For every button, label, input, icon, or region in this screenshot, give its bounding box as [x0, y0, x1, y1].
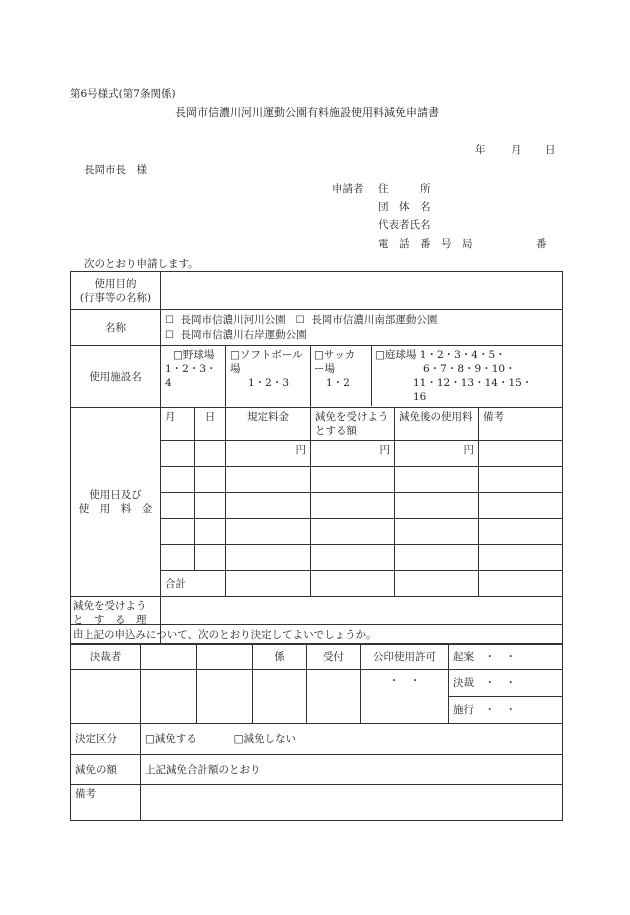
col-remarks: 備考: [479, 408, 563, 441]
fee-cell[interactable]: [226, 467, 311, 493]
yen-reduction[interactable]: 円: [311, 441, 395, 467]
kian-date[interactable]: 起案 ・ ・: [449, 645, 563, 670]
total-after[interactable]: [395, 571, 479, 597]
addressee: 長岡市長 様: [84, 164, 147, 176]
facility-label: 使用施設名: [71, 346, 161, 408]
day-cell[interactable]: [195, 441, 226, 467]
seal-label: 公印使用許可: [361, 645, 449, 670]
kakari-seal[interactable]: [253, 670, 307, 724]
purpose-label: 使用目的 (行事等の名称): [71, 272, 161, 310]
fac-softball-nums: 1・2・3: [248, 377, 290, 389]
fac-soccer-cell[interactable]: [311, 346, 372, 406]
reduction-cell[interactable]: [311, 493, 395, 519]
day-cell[interactable]: [195, 467, 226, 493]
kessai-date[interactable]: 決裁 ・ ・: [449, 670, 563, 697]
fac-right-cell: [311, 346, 563, 408]
date-month: 月: [511, 144, 522, 156]
approver-seal-1[interactable]: [71, 670, 141, 724]
remarks-cell[interactable]: [479, 545, 563, 571]
fee-cell[interactable]: [226, 545, 311, 571]
col-reduction: 減免を受けようとする額: [311, 408, 395, 441]
name-options: [161, 310, 563, 346]
remarks-field[interactable]: [141, 785, 563, 821]
yen-fee[interactable]: 円: [226, 441, 311, 467]
applicant-phone-label: 電 話 番 号: [378, 238, 452, 250]
date-year: 年: [475, 144, 486, 156]
seal-date[interactable]: ・ ・: [361, 670, 449, 724]
uketsuke-label: 受付: [307, 645, 361, 670]
usage-label: 使用日及び 使 用 料 金: [71, 408, 161, 597]
after-cell[interactable]: [395, 493, 479, 519]
name-label: 名称: [71, 310, 161, 346]
col-fee: 規定料金: [226, 408, 311, 441]
date-day: 日: [545, 144, 556, 156]
month-cell[interactable]: [161, 493, 195, 519]
approver-label: 決裁者: [71, 645, 141, 670]
category-opt2[interactable]: □減免しない: [233, 733, 297, 745]
col-after: 減免後の使用料: [395, 408, 479, 441]
applicant-address-label: 住 所: [378, 183, 431, 195]
applicant-org-label: 団 体 名: [378, 201, 431, 213]
intro-text: 次のとおり申請します。: [84, 258, 199, 270]
phone-kyoku: 局: [462, 238, 473, 250]
col-day: 日: [195, 408, 226, 441]
month-cell[interactable]: [161, 519, 195, 545]
name-opt2-checkbox[interactable]: ☐: [295, 314, 305, 326]
remarks-label: 備考: [71, 785, 141, 821]
fac-baseball: □野球場: [173, 349, 215, 361]
approver-cell-2[interactable]: [197, 645, 253, 670]
after-cell[interactable]: [395, 467, 479, 493]
name-opt2: 長岡市信濃川南部運動公園: [311, 313, 438, 326]
reduction-cell[interactable]: [311, 467, 395, 493]
kakari-label: 係: [253, 645, 307, 670]
total-fee[interactable]: [226, 571, 311, 597]
total-reduction[interactable]: [311, 571, 395, 597]
amount-label: 減免の額: [71, 755, 141, 785]
fee-cell[interactable]: [226, 493, 311, 519]
day-cell[interactable]: [195, 519, 226, 545]
purpose-field[interactable]: [161, 272, 563, 310]
decision-question: 上記の申込みについて、次のとおり決定してよいでしょうか。: [71, 625, 563, 645]
amount-value: 上記減免合計額のとおり: [141, 755, 563, 785]
fac-tennis-cell[interactable]: [372, 346, 562, 406]
fac-soccer-2: ー場: [314, 363, 335, 375]
category-opt1[interactable]: □減免する: [145, 733, 197, 745]
yen-after[interactable]: 円: [395, 441, 479, 467]
name-opt1: 長岡市信濃川河川公園: [180, 313, 286, 326]
fac-tennis: □庭球場: [375, 349, 417, 361]
remarks-cell[interactable]: [479, 467, 563, 493]
fac-softball-1: □ソフトボール: [230, 349, 303, 361]
col-month: 月: [161, 408, 195, 441]
reduction-cell[interactable]: [311, 545, 395, 571]
month-cell[interactable]: [161, 441, 195, 467]
form-title: 長岡市信濃川河川運動公園有料施設使用料減免申請書: [175, 106, 439, 119]
phone-ban: 番: [536, 238, 547, 250]
day-cell[interactable]: [195, 493, 226, 519]
fac-tennis-n4: 16: [413, 391, 427, 403]
uketsuke-seal[interactable]: [307, 670, 361, 724]
remarks-cell[interactable]: [479, 441, 563, 467]
application-table: [70, 271, 563, 644]
after-cell[interactable]: [395, 519, 479, 545]
total-label: 合計: [161, 571, 226, 597]
month-cell[interactable]: [161, 467, 195, 493]
remarks-cell[interactable]: [479, 493, 563, 519]
reduction-cell[interactable]: [311, 519, 395, 545]
total-remarks[interactable]: [479, 571, 563, 597]
fac-tennis-n3: 11・12・13・14・15・: [413, 377, 533, 389]
applicant-rep-label: 代表者氏名: [378, 219, 431, 231]
fac-softball-cell[interactable]: [226, 346, 311, 408]
remarks-cell[interactable]: [479, 519, 563, 545]
fac-tennis-n1: 1・2・3・4・5・: [419, 349, 506, 361]
name-opt3: 長岡市信濃川右岸運動公園: [180, 328, 307, 341]
category-options: [141, 724, 563, 755]
fac-tennis-n2: 6・7・8・9・10・: [423, 363, 516, 375]
month-cell[interactable]: [161, 545, 195, 571]
approver-seal-2[interactable]: [141, 670, 197, 724]
shiko-date[interactable]: 施行 ・ ・: [449, 697, 563, 724]
fac-softball-2: 場: [230, 363, 241, 375]
fac-baseball-nums: 1・2・3・4: [165, 363, 217, 389]
fac-soccer-nums: 1・2: [326, 377, 350, 389]
after-cell[interactable]: [395, 545, 479, 571]
applicant-label: 申請者: [332, 183, 364, 195]
decision-table: [70, 624, 563, 821]
form-number: 第6号様式(第7条関係): [70, 88, 176, 100]
approver-cell-1[interactable]: [141, 645, 197, 670]
fac-soccer-1: □サッカ: [314, 349, 356, 361]
approver-seal-3[interactable]: [197, 670, 253, 724]
reason-label: 減免を受けよう と す る 理 由: [71, 597, 161, 644]
name-opt1-checkbox[interactable]: ☐: [165, 314, 174, 326]
fee-cell[interactable]: [226, 519, 311, 545]
name-opt3-checkbox[interactable]: ☐: [165, 329, 174, 341]
category-label: 決定区分: [71, 724, 141, 755]
day-cell[interactable]: [195, 545, 226, 571]
fac-baseball-cell[interactable]: [161, 346, 226, 408]
